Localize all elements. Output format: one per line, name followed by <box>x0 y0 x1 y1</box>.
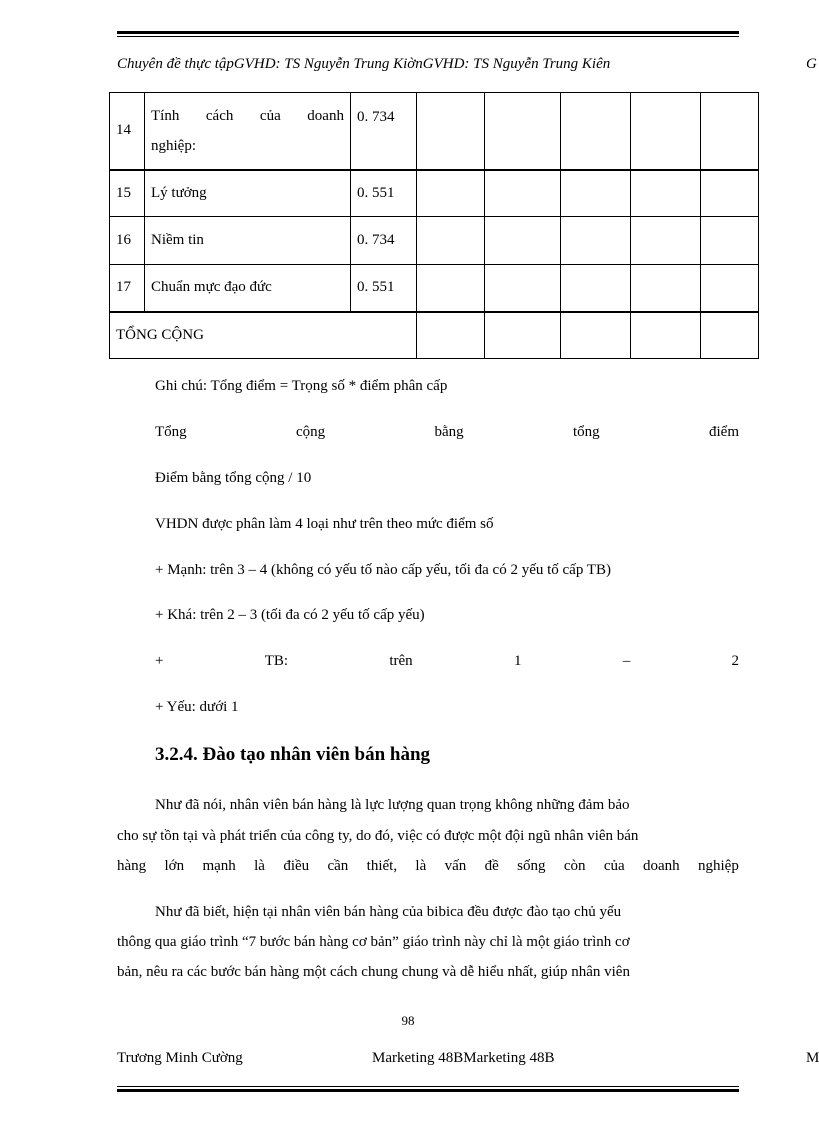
score-cell <box>701 170 759 217</box>
score-cell <box>701 265 759 312</box>
weight: 0. 734 <box>351 93 417 170</box>
score-cell <box>417 312 485 359</box>
score-cell <box>701 312 759 359</box>
score-table <box>109 92 759 359</box>
paragraph-line: cho sự tồn tại và phát triển của công ty, do đó, việc có được một đội ngũ nhân viên bán <box>117 828 639 844</box>
row-number: 14 <box>110 93 145 170</box>
table-row <box>110 265 759 312</box>
note-formula: Ghi chú: Tổng điểm = Trọng số * điểm phân cấp <box>155 378 448 394</box>
paragraph-line: bản, nêu ra các bước bán hàng một cách chung chung và dễ hiểu nhất, giúp nhân viên <box>117 964 630 980</box>
running-header: Chuyên đề thực tậpGVHD: TS Nguyễn Trung KiờnGVHD: TS Nguyễn Trung Kiên <box>117 56 611 72</box>
paragraph-line: thông qua giáo trình “7 bước bán hàng cơ bản” giáo trình này chỉ là một giáo trình cơ <box>117 934 630 950</box>
score-cell <box>631 93 701 170</box>
note-good: + Khá: trên 2 – 3 (tối đa có 2 yếu tố cấp yếu) <box>155 607 425 623</box>
score-cell <box>561 93 631 170</box>
score-cell <box>631 170 701 217</box>
score-cell <box>701 93 759 170</box>
score-cell <box>417 265 485 312</box>
running-header-overflow: G <box>806 56 817 72</box>
score-cell <box>417 217 485 265</box>
criterion-name: Chuẩn mực đạo đức <box>145 265 351 312</box>
table-total-row <box>110 312 759 359</box>
note-score: Điểm bằng tổng cộng / 10 <box>155 470 312 486</box>
note-weak: + Yếu: dưới 1 <box>155 699 239 715</box>
weight: 0. 551 <box>351 265 417 312</box>
section-heading: 3.2.4. Đào tạo nhân viên bán hàng <box>155 744 431 765</box>
paragraph-line: Như đã biết, hiện tại nhân viên bán hàng của bibica đều được đào tạo chủ yếu <box>155 904 622 920</box>
table-row <box>110 217 759 265</box>
footer-overflow: M <box>806 1050 819 1066</box>
table-row <box>110 93 759 170</box>
footer-class: Marketing 48BMarketing 48B <box>372 1050 555 1066</box>
score-cell <box>631 312 701 359</box>
score-cell <box>561 312 631 359</box>
footer-author: Trương Minh Cường <box>117 1050 243 1066</box>
score-cell <box>417 170 485 217</box>
row-number: 15 <box>110 170 145 217</box>
score-cell <box>485 312 561 359</box>
note-strong: + Mạnh: trên 3 – 4 (không có yếu tố nào cấp yếu, tối đa có 2 yếu tố cấp TB) <box>155 562 611 578</box>
weight: 0. 551 <box>351 170 417 217</box>
total-label: TỔNG CỘNG <box>110 312 417 359</box>
criterion-name: Tính cách của doanh nghiệp: <box>145 93 351 170</box>
page-number: 98 <box>401 1013 415 1028</box>
weight: 0. 734 <box>351 217 417 265</box>
score-cell <box>485 93 561 170</box>
score-cell <box>561 217 631 265</box>
criterion-name: Lý tưởng <box>145 170 351 217</box>
score-cell <box>631 265 701 312</box>
table-row <box>110 170 759 217</box>
score-cell <box>631 217 701 265</box>
note-classification: VHDN được phân làm 4 loại như trên theo mức điểm số <box>155 516 494 532</box>
paragraph-line: hàng lớn mạnh là điều cần thiết, là vấn đề sống còn của doanh nghiệp <box>117 858 739 874</box>
note-average: + TB: trên 1 – 2 <box>155 653 739 669</box>
criterion-name: Niềm tin <box>145 217 351 265</box>
score-cell <box>561 170 631 217</box>
score-cell <box>485 265 561 312</box>
row-number: 17 <box>110 265 145 312</box>
row-number: 16 <box>110 217 145 265</box>
score-cell <box>485 217 561 265</box>
header-rule <box>117 31 739 37</box>
score-cell <box>417 93 485 170</box>
footer-rule <box>117 1086 739 1092</box>
note-total: Tổng cộng bằng tổng điểm <box>155 424 739 440</box>
paragraph-line: Như đã nói, nhân viên bán hàng là lực lượng quan trọng không những đảm bảo <box>155 797 630 813</box>
score-cell <box>701 217 759 265</box>
score-cell <box>561 265 631 312</box>
score-cell <box>485 170 561 217</box>
